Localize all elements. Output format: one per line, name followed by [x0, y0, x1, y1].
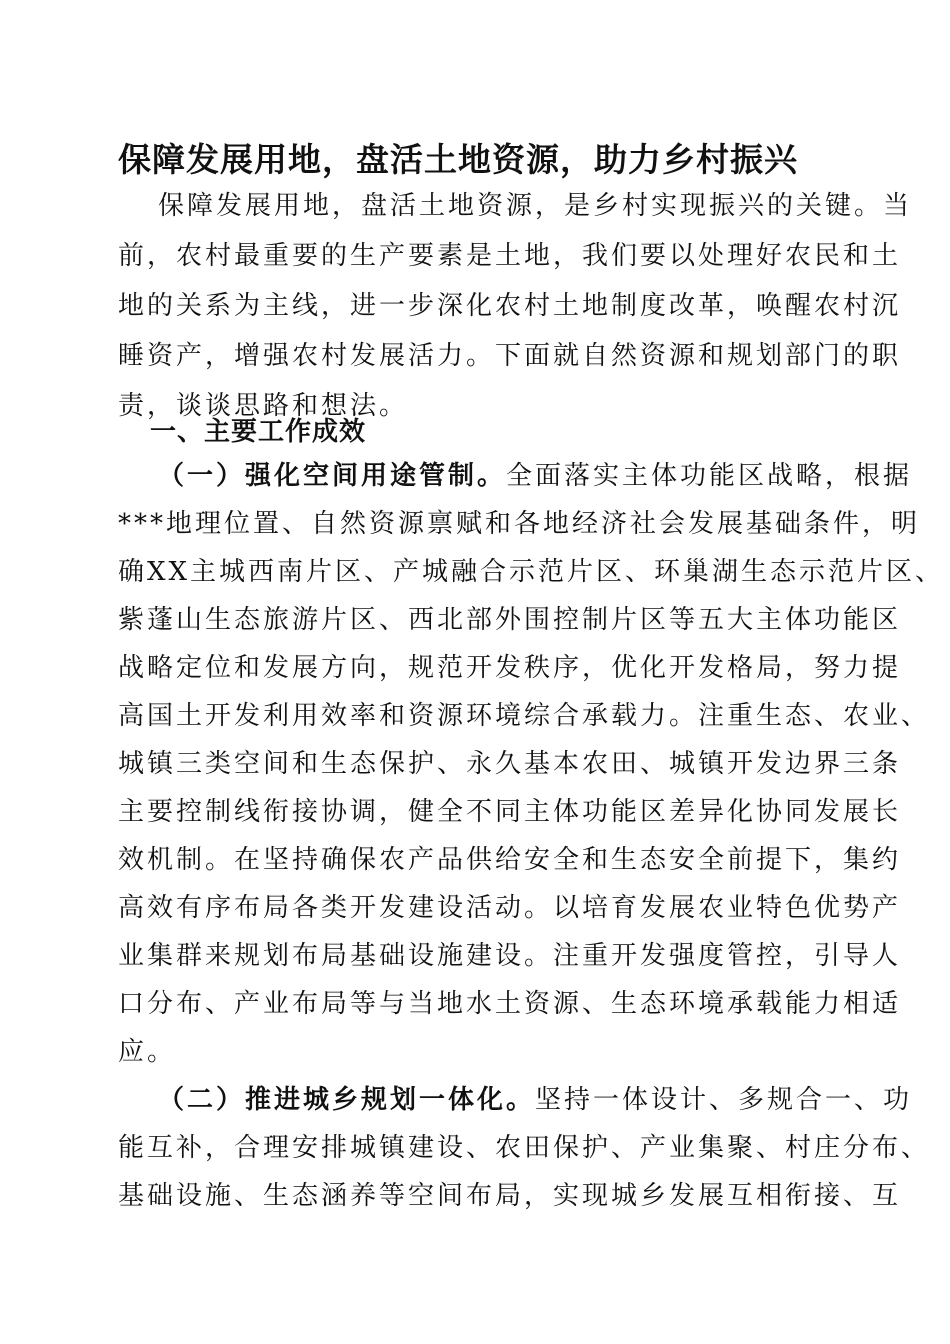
paragraph-line: 口分布、产业布局等与当地水土资源、生态环境承载能力相适: [118, 989, 902, 1019]
paragraph-text: 全面落实主体功能区战略，根据: [506, 461, 913, 491]
section-heading: 一、主要工作成效: [150, 417, 367, 447]
paragraph-line: 能互补，合理安排城镇建设、农田保护、产业集聚、村庄分布、: [118, 1133, 931, 1163]
paragraph-line: 责，谈谈思路和想法。: [118, 391, 409, 421]
paragraph-line: [158, 456, 912, 496]
paragraph-line: 业集群来规划布局基础设施建设。注重开发强度管控，引导人: [118, 941, 902, 971]
paragraph-line: 睡资产，增强农村发展活力。下面就自然资源和规划部门的职: [118, 341, 902, 371]
paragraph-line: 紫蓬山生态旅游片区、西北部外围控制片区等五大主体功能区: [118, 605, 902, 635]
paragraph-line: 前，农村最重要的生产要素是土地，我们要以处理好农民和土: [118, 241, 902, 271]
paragraph-line: ***地理位置、自然资源禀赋和各地经济社会发展基础条件，明: [118, 509, 921, 539]
paragraph-line: 城镇三类空间和生态保护、永久基本农田、城镇开发边界三条: [118, 749, 902, 779]
paragraph-line: [158, 1080, 912, 1120]
paragraph-line: 保障发展用地，盘活土地资源，是乡村实现振兴的关键。当: [158, 191, 913, 221]
paragraph-line: 基础设施、生态涵养等空间布局，实现城乡发展互相衔接、互: [118, 1181, 902, 1211]
paragraph-line: 应。: [118, 1037, 177, 1067]
document-title: 保障发展用地，盘活土地资源，助力乡村振兴: [118, 140, 798, 179]
paragraph-line: 地的关系为主线，进一步深化农村土地制度改革，唤醒农村沉: [118, 291, 902, 321]
paragraph-line: 效机制。在坚持确保农产品供给安全和生态安全前提下，集约: [118, 845, 902, 875]
paragraph-line: 高效有序布局各类开发建设活动。以培育发展农业特色优势产: [118, 893, 902, 923]
paragraph-line: 主要控制线衔接协调，健全不同主体功能区差异化协同发展长: [118, 797, 902, 827]
paragraph-text: 坚持一体设计、多规合一、功: [535, 1085, 913, 1115]
paragraph-line: 高国土开发利用效率和资源环境综合承载力。注重生态、农业、: [118, 701, 931, 731]
subsection-label: （二）推进城乡规划一体化。: [158, 1085, 536, 1115]
subsection-label: （一）强化空间用途管制。: [158, 461, 507, 491]
paragraph-line: 战略定位和发展方向，规范开发秩序，优化开发格局，努力提: [118, 653, 902, 683]
paragraph-line: 确XX主城西南片区、产城融合示范片区、环巢湖生态示范片区、: [118, 557, 945, 587]
